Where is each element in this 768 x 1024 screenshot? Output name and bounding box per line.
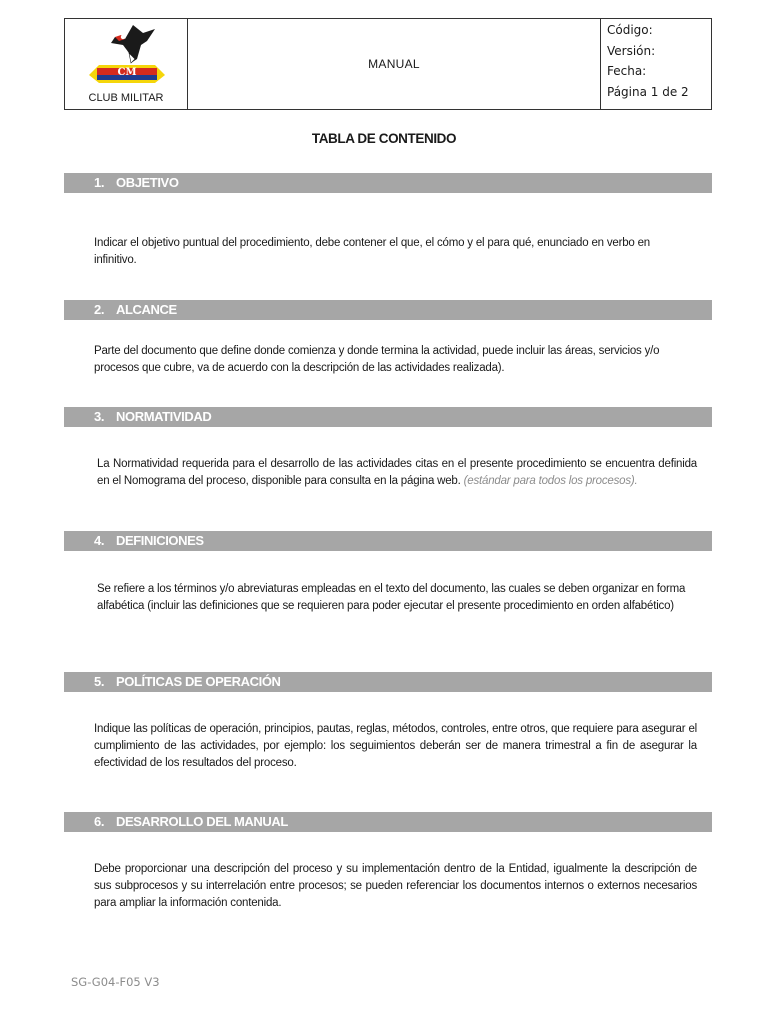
logo-lettering: CM bbox=[117, 67, 137, 78]
section-text-desarrollo: Debe proporcionar una descripción del proceso y su implementación dentro de la Entidad, igualmente la descripción de sus subprocesos y su interrelación entre procesos; se pueden referenciar los documentos internos o externos necesarios para ampliar la información contenida. bbox=[94, 863, 697, 909]
codigo-label: Código: bbox=[607, 23, 653, 37]
section-number: 2. bbox=[94, 302, 105, 317]
section-text-objetivo: Indicar el objetivo puntual del procedimiento, debe contener el que, el cómo y el para qué, enunciado en verbo en infinitivo. bbox=[94, 237, 650, 266]
section-title: DESARROLLO DEL MANUAL bbox=[116, 814, 288, 829]
section-number: 6. bbox=[94, 814, 105, 829]
section-header-normatividad bbox=[64, 407, 712, 427]
normatividad-note: (estándar para todos los procesos). bbox=[463, 475, 638, 487]
section-header-alcance bbox=[64, 300, 712, 320]
section-header-objetivo bbox=[64, 173, 712, 193]
version-label: Versión: bbox=[607, 43, 656, 58]
section-text-definiciones: Se refiere a los términos y/o abreviaturas empleadas en el texto del documento, las cuales se deben organizar en forma alfabética (incluir las definiciones que se requieren para poder ejecutar el presente procedimiento en orden alfabético) bbox=[97, 583, 686, 612]
section-title: ALCANCE bbox=[116, 302, 177, 317]
section-title: OBJETIVO bbox=[116, 175, 179, 190]
section-number: 3. bbox=[94, 409, 105, 424]
document-header bbox=[64, 18, 712, 110]
section-title: POLÍTICAS DE OPERACIÓN bbox=[116, 674, 281, 689]
section-header-definiciones bbox=[64, 531, 712, 551]
document-type: MANUAL bbox=[188, 19, 601, 110]
section-text-politicas: Indique las políticas de operación, principios, pautas, reglas, métodos, controles, entre otros, que requiere para asegurar el cumplimiento de las actividades, por ejemplo: los seguimientos deberán ser de manera trimestral a fin de asegurar la efectividad de los resultados del proceso. bbox=[94, 723, 697, 769]
footer-code: SG-G04-F05 V3 bbox=[71, 975, 160, 989]
logo-cell bbox=[65, 19, 188, 110]
section-title: NORMATIVIDAD bbox=[116, 409, 212, 424]
section-title: DEFINICIONES bbox=[116, 533, 204, 548]
section-number: 1. bbox=[94, 175, 105, 190]
organization-name: CLUB MILITAR bbox=[88, 92, 164, 104]
document-title: TABLA DE CONTENIDO bbox=[311, 131, 457, 146]
page-number: Página 1 de 2 bbox=[607, 84, 689, 99]
section-header-desarrollo bbox=[64, 812, 712, 832]
section-number: 5. bbox=[94, 674, 105, 689]
club-militar-logo bbox=[85, 23, 169, 87]
section-text-alcance: Parte del documento que define donde comienza y donde termina la actividad, puede incluir las áreas, servicios y/o procesos que cubre, va de acuerdo con la descripción de las actividades realizada). bbox=[94, 345, 660, 374]
section-header-politicas bbox=[64, 672, 712, 692]
section-text-normatividad bbox=[97, 456, 697, 490]
section-number: 4. bbox=[94, 533, 105, 548]
normatividad-text: La Normatividad requerida para el desarrollo de las actividades citas en el presente procedimiento se encuentra definida en el Nomograma del proceso, disponible para consulta en la página web. bbox=[97, 458, 697, 487]
document-meta bbox=[601, 19, 712, 110]
fecha-label: Fecha: bbox=[607, 64, 647, 78]
